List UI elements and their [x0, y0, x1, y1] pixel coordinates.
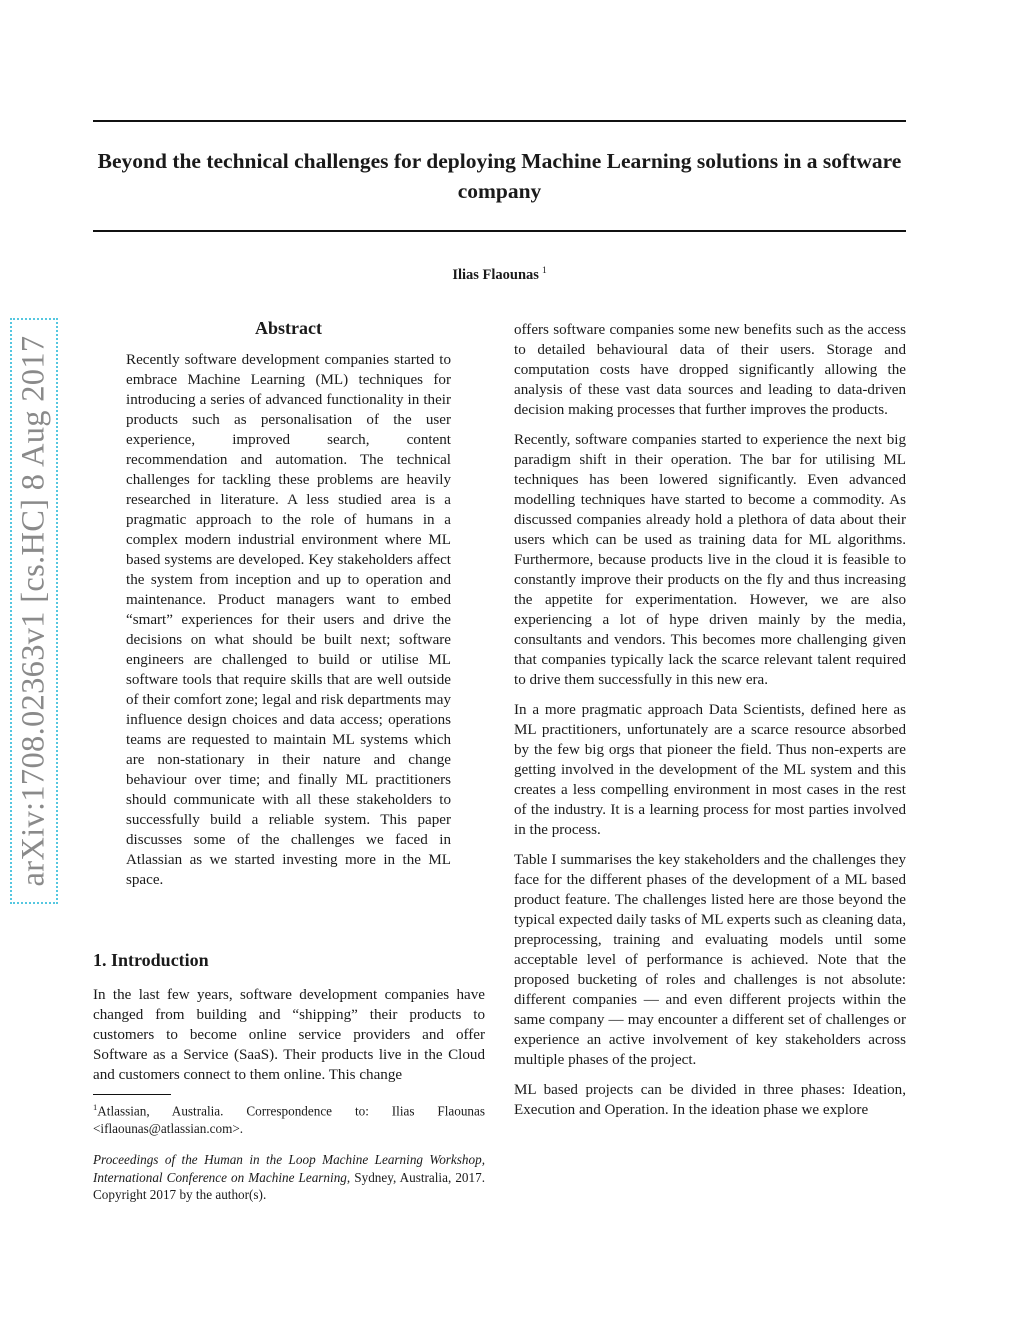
paragraph: Recently, software companies started to experience the next big paradigm shift in their operation. The bar for utilising ML techniques has been lowered significantly. Even advanced modelling techniques have started to become a commodity. As discussed companies already hold a plethora of data about their users which can be used as training data for ML algorithms. Furthermore, because products live in the cloud it is feasible to constantly improve their products on the fly and thus increasing the appetite for experimentation. However, we are also experiencing a lot of hype driven mainly by the media, consultants and vendors. This becomes more challenging given that companies typically lack the scarce relevant talent required to drive them successfully in this new era. — [514, 432, 906, 688]
paragraph: In a more pragmatic approach Data Scientists, defined here as ML practitioners, unfortunately are a scarce resource absorbed by the few big orgs that pioneer the field. Thus non-experts are getting involved in the development of the ML system and this creates a less compelling environment in most cases in the rest of the industry. It is a learning process for most parties involved in the process. — [514, 702, 906, 838]
proceedings-venue: Proceedings of the Human in the Loop Machine Learning Workshop, International Conference on Machine Learning — [93, 1152, 485, 1185]
author-affil-mark: 1 — [541, 266, 547, 276]
footnote-text: Atlassian, Australia. Correspondence to: Ilias Flaounas <iflaounas@atlassian.com>. — [93, 1103, 485, 1137]
introduction-text: In the last few years, software development companies have changed from building and “shipping” their products to customers to become online service providers and offer Software as a Service (SaaS). Their products live in the Cloud and customers connect to them online. This change — [93, 987, 485, 1083]
introduction-heading: 1. Introduction — [93, 950, 209, 970]
footnote — [93, 1098, 485, 1138]
paper-title: Beyond the technical challenges for deploying Machine Learning solutions in a software company — [97, 149, 902, 203]
footnote-mark: 1 — [93, 1102, 98, 1112]
arxiv-watermark[interactable] — [10, 318, 58, 904]
author-line — [93, 266, 906, 284]
abstract-text: Recently software development companies started to embrace Machine Learning (ML) techniques for introducing a series of advanced functionality in their products such as personalisation of the user experience, improved search, content recommendation and automation. The technical challenges for tackling these problems are heavily researched in literature. A less studied area is a pragmatic approach to the role of humans in a complex modern industrial environment where ML based systems are developed. Key stakeholders affect the system from inception and up to operation and maintenance. Product managers want to embed “smart” experiences for their users and drive the decisions on what should be built next; software engineers are challenged to build or utilise ML software tools that require skills that are well outside of their comfort zone; legal and risk departments may influence design choices and data access; operations teams are requested to maintain ML systems which are non-stationary in their nature and change behaviour over time; and finally ML practitioners should communicate with all these stakeholders to successfully build a reliable system. This paper discusses some of the challenges we faced in Atlassian as we started investing more in the ML space. — [126, 352, 451, 888]
footnote-rule — [93, 1094, 171, 1095]
proceedings-note — [93, 1151, 485, 1204]
arxiv-id[interactable]: arXiv:1708.02363v1 [cs.HC] 8 Aug 2017 — [15, 335, 52, 887]
right-column — [514, 320, 906, 1130]
title-top-rule — [93, 120, 906, 122]
author-name: Ilias Flaounas — [452, 266, 539, 283]
paragraph: offers software companies some new benefits such as the access to detailed behavioural data of their users. Storage and computation costs have dropped significantly allowing the analysis of these vast data sources and leading to data-driven decision making processes that further improves the products. — [514, 322, 906, 418]
paragraph: ML based projects can be divided in three phases: Ideation, Execution and Operation. In the ideation phase we explore — [514, 1082, 906, 1118]
abstract-heading: Abstract — [255, 318, 322, 338]
paragraph: Table I summarises the key stakeholders and the challenges they face for the different phases of the development of a ML based product feature. The challenges listed here are those beyond the typical expected daily tasks of ML experts such as cleaning data, preprocessing, training and evaluating models until some acceptable level of performance is achieved. Note that the proposed bucketing of roles and challenges is not absolute: different companies — and even different projects within the same company — may encounter a different set of challenges or experience an active involvement of key stakeholders across multiple phases of the project. — [514, 852, 906, 1068]
proceedings-rest: , Sydney, Australia, 2017. Copyright 2017 by the author(s). — [93, 1169, 485, 1202]
title-bottom-rule — [93, 230, 906, 232]
